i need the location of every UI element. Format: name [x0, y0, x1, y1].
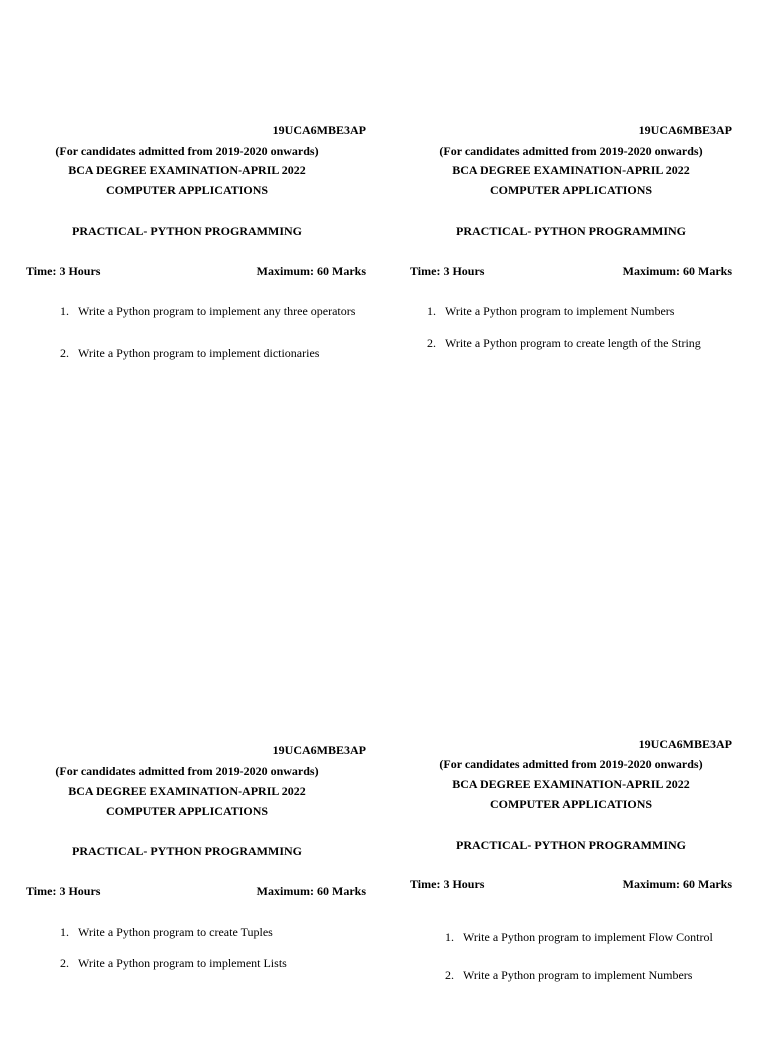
course-code: 19UCA6MBE3AP — [272, 743, 366, 757]
exam-title: BCA DEGREE EXAMINATION-APRIL 2022 — [452, 777, 690, 791]
question-number: 1. — [427, 304, 436, 318]
question-item — [445, 968, 692, 982]
question-text: Write a Python program to implement Numbers — [445, 304, 675, 318]
exam-title: BCA DEGREE EXAMINATION-APRIL 2022 — [452, 163, 690, 177]
question-text: Write a Python program to create length of the String — [445, 336, 701, 350]
time-label: Time: 3 Hours — [410, 264, 485, 278]
course-code: 19UCA6MBE3AP — [272, 123, 366, 137]
question-number: 1. — [60, 925, 69, 939]
time-label: Time: 3 Hours — [410, 877, 485, 891]
question-text: Write a Python program to implement Lists — [78, 956, 287, 970]
subject-title: PRACTICAL- PYTHON PROGRAMMING — [456, 224, 686, 238]
question-item — [445, 930, 713, 944]
exam-slip-bottom-left — [26, 743, 366, 1043]
question-item — [60, 956, 287, 970]
question-text: Write a Python program to implement any three operators — [78, 304, 356, 318]
question-text: Write a Python program to implement Flow Control — [463, 930, 713, 944]
exam-slip-top-right — [410, 123, 750, 423]
question-text: Write a Python program to implement dictionaries — [78, 346, 320, 360]
exam-slip-bottom-right — [410, 737, 750, 1037]
question-number: 2. — [60, 956, 69, 970]
question-text: Write a Python program to create Tuples — [78, 925, 273, 939]
admission-note: (For candidates admitted from 2019-2020 onwards) — [55, 144, 319, 158]
time-label: Time: 3 Hours — [26, 884, 101, 898]
question-item — [60, 346, 319, 360]
course-code: 19UCA6MBE3AP — [638, 737, 732, 751]
department: COMPUTER APPLICATIONS — [489, 183, 653, 197]
exam-slip-top-left — [26, 123, 366, 423]
question-number: 2. — [445, 968, 454, 982]
question-text: Write a Python program to implement Numbers — [463, 968, 693, 982]
department: COMPUTER APPLICATIONS — [489, 797, 653, 811]
admission-note: (For candidates admitted from 2019-2020 onwards) — [439, 144, 703, 158]
question-number: 2. — [60, 346, 69, 360]
question-number: 1. — [60, 304, 69, 318]
department: COMPUTER APPLICATIONS — [105, 804, 269, 818]
admission-note: (For candidates admitted from 2019-2020 onwards) — [439, 757, 703, 771]
exam-title: BCA DEGREE EXAMINATION-APRIL 2022 — [68, 163, 306, 177]
marks-label: Maximum: 60 Marks — [256, 264, 366, 278]
subject-title: PRACTICAL- PYTHON PROGRAMMING — [456, 838, 686, 852]
time-label: Time: 3 Hours — [26, 264, 101, 278]
question-item — [60, 304, 355, 318]
exam-title: BCA DEGREE EXAMINATION-APRIL 2022 — [68, 784, 306, 798]
question-number: 1. — [445, 930, 454, 944]
question-item — [60, 925, 273, 939]
course-code: 19UCA6MBE3AP — [638, 123, 732, 137]
subject-title: PRACTICAL- PYTHON PROGRAMMING — [72, 844, 302, 858]
marks-label: Maximum: 60 Marks — [256, 884, 366, 898]
admission-note: (For candidates admitted from 2019-2020 onwards) — [55, 764, 319, 778]
question-item — [427, 304, 674, 318]
marks-label: Maximum: 60 Marks — [622, 264, 732, 278]
question-item — [427, 336, 701, 350]
marks-label: Maximum: 60 Marks — [622, 877, 732, 891]
subject-title: PRACTICAL- PYTHON PROGRAMMING — [72, 224, 302, 238]
department: COMPUTER APPLICATIONS — [105, 183, 269, 197]
question-number: 2. — [427, 336, 436, 350]
